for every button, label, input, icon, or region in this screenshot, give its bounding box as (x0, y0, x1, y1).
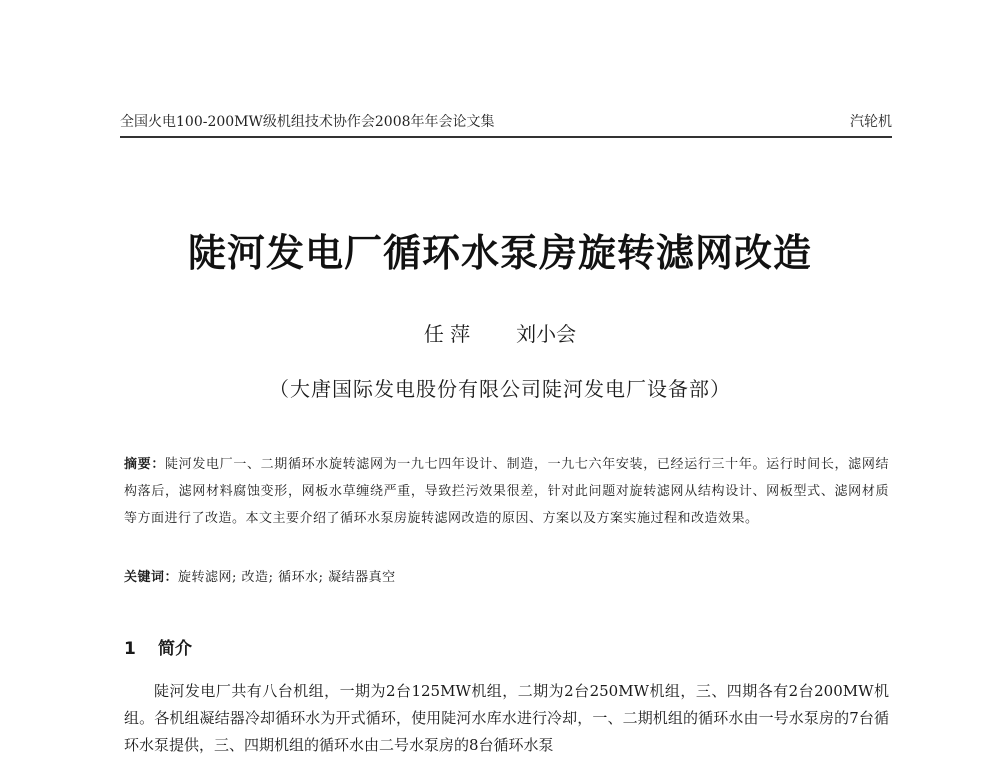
abstract-label: 摘要： (124, 457, 165, 472)
affiliation: （大唐国际发电股份有限公司陡河发电厂设备部） (269, 377, 731, 401)
running-header-proceedings: 全国火电100-200MW级机组技术协作会2008年年会论文集 (120, 114, 495, 130)
running-header (120, 110, 892, 134)
keyword: 旋转滤网 (178, 570, 233, 585)
section-heading (124, 634, 192, 659)
section-number: 1 (124, 639, 136, 659)
keywords (124, 564, 889, 591)
section-title: 简介 (158, 639, 192, 659)
author-2: 刘小会 (516, 322, 577, 346)
abstract-text: 陡河发电厂一、二期循环水旋转滤网为一九七四年设计、制造，一九七六年安装，已经运行三十年。运行时间长，滤网结构落后，滤网材料腐蚀变形，网板水草缠绕严重，导致拦污效果很差，针对此问题对旋转滤网从结构设计、网板型式、滤网材质等方面进行了改造。本文主要介绍了循环水泵房旋转滤网改造的原因、方案以及方案实施过程和改造效果。 (124, 457, 889, 526)
paper-title: 陡河发电厂循环水泵房旋转滤网改造 (187, 231, 812, 275)
running-header-section: 汽轮机 (850, 114, 892, 130)
abstract (124, 451, 889, 532)
keyword: ; 改造 (232, 570, 269, 585)
header-rule (120, 136, 892, 138)
author-1: 任 萍 (423, 322, 471, 346)
keyword: ; 循环水 (269, 570, 319, 585)
body-paragraph: 陡河发电厂共有八台机组，一期为2台125MW机组，二期为2台250MW机组，三、四期各有2台200MW机组。各机组凝结器冷却循环水为开式循环，使用陡河水库水进行冷却，一、二期机组的循环水由一号水泵房的7台循环水泵提供，三、四期机组的循环水由二号水泵房的8台循环水泵 (124, 682, 889, 754)
authors (0, 318, 1000, 347)
keyword: ; 凝结器真空 (319, 570, 396, 585)
keywords-label: 关键词： (124, 570, 179, 585)
